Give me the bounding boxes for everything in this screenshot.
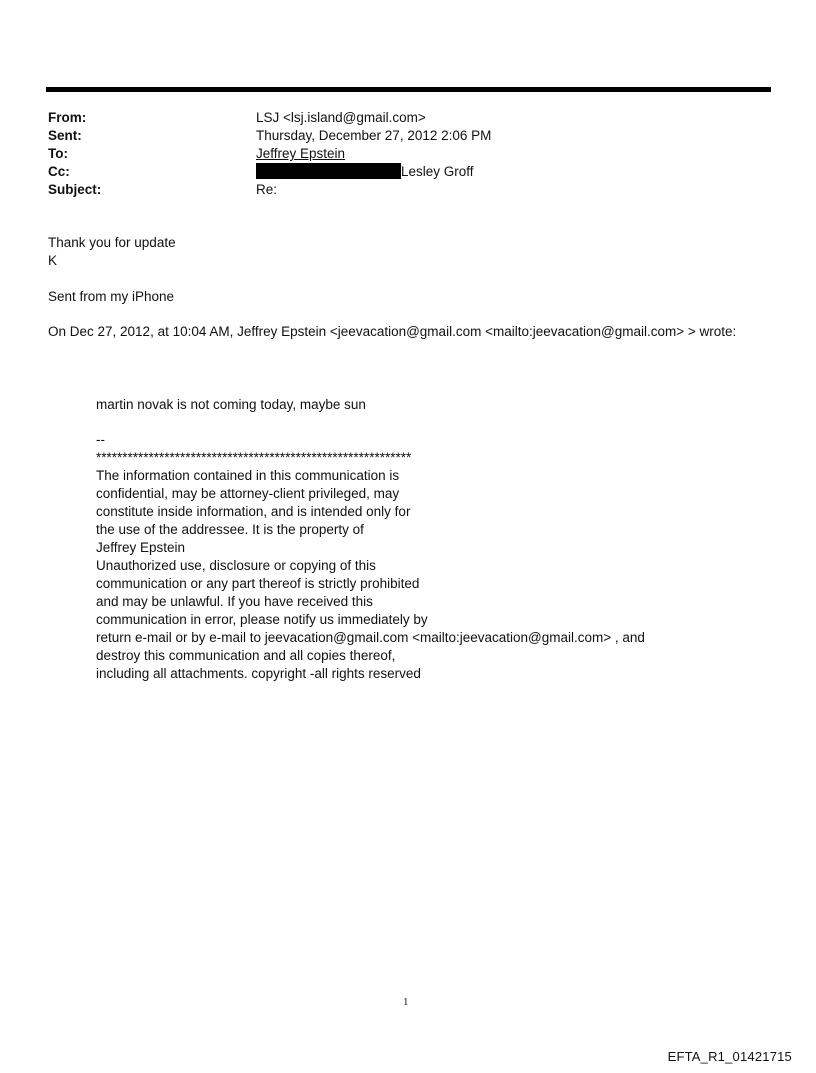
redaction-box [256,163,401,179]
disclaimer-line: Unauthorized use, disclosure or copying of this [96,558,376,573]
disclaimer-line: destroy this communication and all copies thereof, [96,648,396,663]
subject-label: Subject: [48,182,102,197]
body-line-2: K [48,253,58,268]
disclaimer [96,467,645,683]
disclaimer-line: constitute inside information, and is intended only for [96,504,411,519]
to-row [48,145,768,163]
disclaimer-line: return e-mail or by e-mail to jeevacation@gmail.com <mailto:jeevacation@gmail.com> , and [96,630,645,645]
cc-row [48,163,768,181]
disclaimer-line: confidential, may be attorney-client privileged, may [96,486,400,501]
bates-number: EFTA_R1_01421715 [667,1049,792,1064]
cc-value-wrapper [256,163,474,181]
header-divider [46,87,771,92]
from-row [48,109,768,127]
disclaimer-line: including all attachments. copyright -all rights reserved [96,666,421,681]
quote-intro: On Dec 27, 2012, at 10:04 AM, Jeffrey Epstein <jeevacation@gmail.com <mailto:jeevacation@gmail.com> > wrote: [48,324,737,339]
disclaimer-line: Jeffrey Epstein [96,540,186,555]
from-value: LSJ <lsj.island@gmail.com> [256,110,426,125]
signature: Sent from my iPhone [48,289,175,304]
cc-value: Lesley Groff [401,164,474,179]
to-value: Jeffrey Epstein [256,146,346,161]
subject-value: Re: [256,182,278,197]
signature-dashes: -- [96,432,105,447]
page-number: 1 [403,996,409,1008]
subject-row [48,181,768,199]
disclaimer-line: communication or any part thereof is strictly prohibited [96,576,420,591]
disclaimer-line: communication in error, please notify us immediately by [96,612,428,627]
from-label: From: [48,110,87,125]
disclaimer-line: The information contained in this communication is [96,468,400,483]
quoted-message: martin novak is not coming today, maybe sun [96,397,366,412]
sent-label: Sent: [48,128,82,143]
disclaimer-line: and may be unlawful. If you have received this [96,594,373,609]
sent-value: Thursday, December 27, 2012 2:06 PM [256,128,492,143]
body-line-1: Thank you for update [48,235,176,250]
disclaimer-line: the use of the addressee. It is the property of [96,522,364,537]
cc-label: Cc: [48,164,70,179]
signature-stars: ************************************************************ [96,450,412,465]
sent-row [48,127,768,145]
to-label: To: [48,146,68,161]
email-header [48,109,768,199]
